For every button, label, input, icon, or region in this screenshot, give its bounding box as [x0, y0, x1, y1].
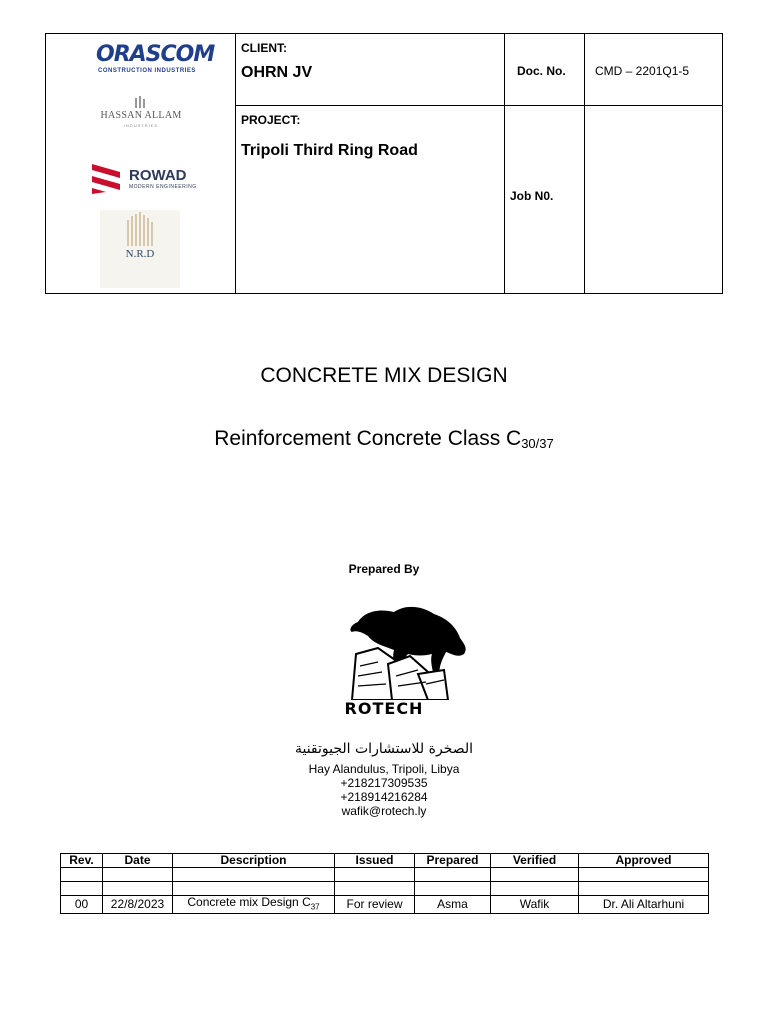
- document-title: CONCRETE MIX DESIGN: [260, 364, 508, 387]
- doc-no-label: Doc. No.: [517, 64, 566, 78]
- client-label: CLIENT:: [241, 41, 287, 55]
- document-header-table: [45, 33, 723, 294]
- rowad-logo: ROWAD MODERN ENGINEERING: [92, 162, 202, 196]
- table-header: Rev.: [61, 854, 103, 868]
- revision-table: [60, 853, 709, 914]
- rotech-wordmark: ROTECH: [344, 699, 424, 718]
- table-row: [61, 882, 709, 896]
- document-subtitle: Reinforcement Concrete Class $C_{30/37}$: [214, 427, 554, 451]
- prepared-cell: Asma: [415, 896, 491, 914]
- table-header-row: [61, 854, 709, 868]
- table-cell: [61, 868, 103, 882]
- table-cell: [579, 868, 709, 882]
- table-cell: [415, 868, 491, 882]
- table-header: Issued: [335, 854, 415, 868]
- hassan-allam-emblem-icon: [96, 96, 186, 110]
- contact-phone-1: +218217309535: [340, 776, 428, 790]
- table-cell: [173, 868, 335, 882]
- prepared-by-label: Prepared By: [348, 562, 420, 576]
- table-cell: [579, 882, 709, 896]
- table-header: Prepared: [415, 854, 491, 868]
- project-label: PROJECT:: [241, 113, 301, 127]
- doc-no-value: CMD – 2201Q1-5: [595, 64, 690, 78]
- nrd-logo: N.R.D: [100, 210, 180, 288]
- table-cell: [335, 868, 415, 882]
- approved-cell: Dr. Ali Altarhuni: [579, 896, 709, 914]
- issued-cell: For review: [335, 896, 415, 914]
- table-cell: [491, 868, 579, 882]
- rev-cell: 00: [61, 896, 103, 914]
- contact-phone-2: +218914216284: [340, 790, 428, 804]
- table-header: Verified: [491, 854, 579, 868]
- arabic-company-name: الصخرة للاستشارات الجيوتقنية: [294, 741, 474, 757]
- table-header: Date: [103, 854, 173, 868]
- table-cell: [103, 882, 173, 896]
- table-cell: [335, 882, 415, 896]
- verified-cell: Wafik: [491, 896, 579, 914]
- table-row: [61, 896, 709, 914]
- table-header: Description: [173, 854, 335, 868]
- orascom-logo: ORASCOM CONSTRUCTION INDUSTRIES: [96, 42, 215, 74]
- header-divider: [235, 34, 236, 293]
- client-value: OHRN JV: [241, 64, 313, 81]
- header-divider: [504, 34, 505, 293]
- contact-email: wafik@rotech.ly: [341, 804, 427, 818]
- nrd-building-icon: [100, 210, 180, 248]
- rowad-emblem-icon: [92, 162, 126, 196]
- job-no-label: Job N0.: [510, 189, 554, 203]
- date-cell: 22/8/2023: [103, 896, 173, 914]
- table-header: Approved: [579, 854, 709, 868]
- project-value: Tripoli Third Ring Road: [241, 142, 418, 159]
- table-row: [61, 868, 709, 882]
- header-divider: [235, 105, 722, 106]
- table-cell: [173, 882, 335, 896]
- table-cell: [61, 882, 103, 896]
- hassan-allam-logo: HASSAN ALLAM INDUSTRIES: [96, 96, 186, 140]
- description-cell: Concrete mix Design $C_{37}$: [173, 896, 335, 914]
- contact-address: Hay Alandulus, Tripoli, Libya: [308, 762, 460, 776]
- header-divider: [584, 34, 585, 293]
- table-cell: [103, 868, 173, 882]
- rotech-panther-logo-icon: [348, 604, 472, 700]
- table-cell: [415, 882, 491, 896]
- table-cell: [491, 882, 579, 896]
